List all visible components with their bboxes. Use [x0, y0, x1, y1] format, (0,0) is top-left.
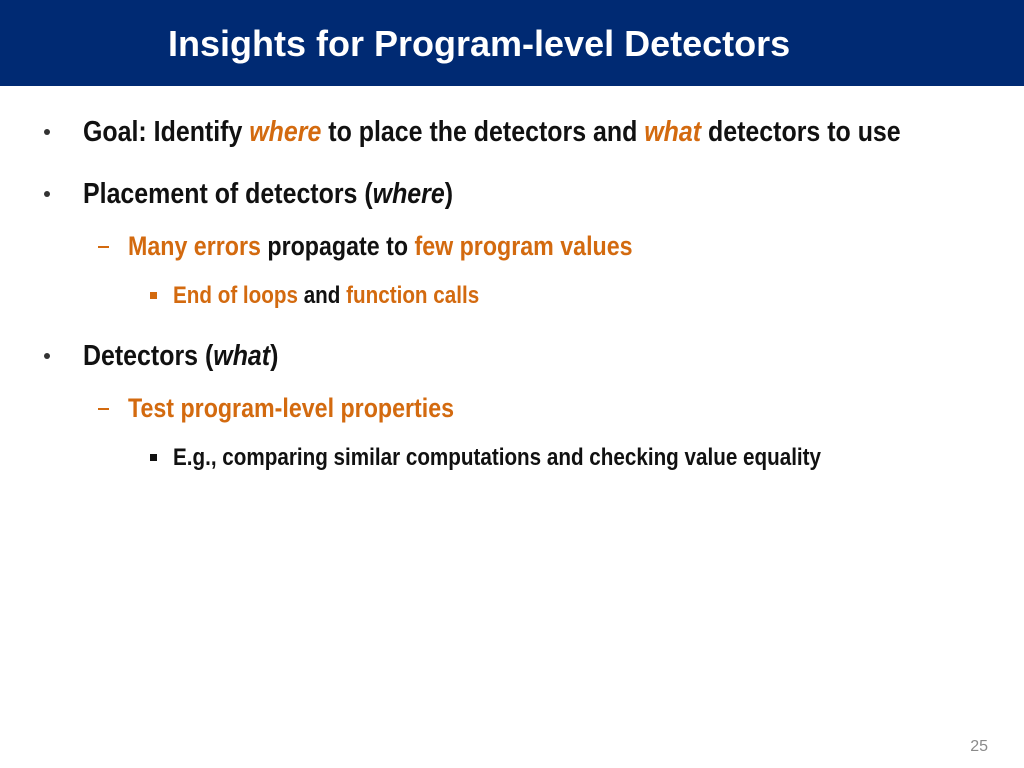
text-run: to place the detectors and — [321, 116, 645, 148]
text-run: and — [297, 282, 347, 309]
text-run: propagate to — [260, 231, 415, 261]
text-run: Placement of detectors ( — [83, 178, 373, 210]
highlight-few-values: few program values — [414, 231, 633, 261]
italic-what: what — [213, 340, 271, 372]
highlight-end-loops: End of loops — [173, 282, 298, 309]
highlight-function-calls: function calls — [346, 282, 480, 309]
bullet-placement — [83, 176, 453, 212]
slide-title: Insights for Program-level Detectors — [168, 23, 791, 64]
sub-bullet-test-props — [128, 391, 454, 425]
bullet-dot — [44, 191, 50, 197]
text-run: Detectors ( — [83, 340, 214, 372]
title-bar — [0, 0, 1024, 86]
bullet-detectors — [83, 338, 278, 374]
sub-bullet-dash — [98, 408, 109, 410]
sub-bullet-dash — [98, 246, 109, 248]
highlight-where: where — [249, 116, 322, 148]
text-run: detectors to use — [701, 116, 901, 148]
bullet-dot — [44, 129, 50, 135]
page-number: 25 — [970, 738, 988, 755]
highlight-many-errors: Many errors — [128, 231, 261, 261]
highlight-test-props: Test program-level properties — [128, 393, 455, 423]
square-bullet-icon — [150, 292, 157, 299]
sub-sub-bullet-eg — [173, 443, 821, 473]
bullet-dot — [44, 353, 50, 359]
text-run: ) — [270, 340, 279, 372]
square-bullet-icon — [150, 454, 157, 461]
sub-bullet-many-errors — [128, 229, 633, 263]
text-run: Goal: Identify — [83, 116, 250, 148]
highlight-what: what — [644, 116, 702, 148]
bullet-goal — [83, 114, 901, 150]
text-run: E.g., comparing similar computations and checking value equality — [173, 444, 822, 471]
italic-where: where — [372, 178, 445, 210]
sub-sub-bullet-end-loops — [173, 281, 479, 311]
text-run: ) — [444, 178, 454, 210]
